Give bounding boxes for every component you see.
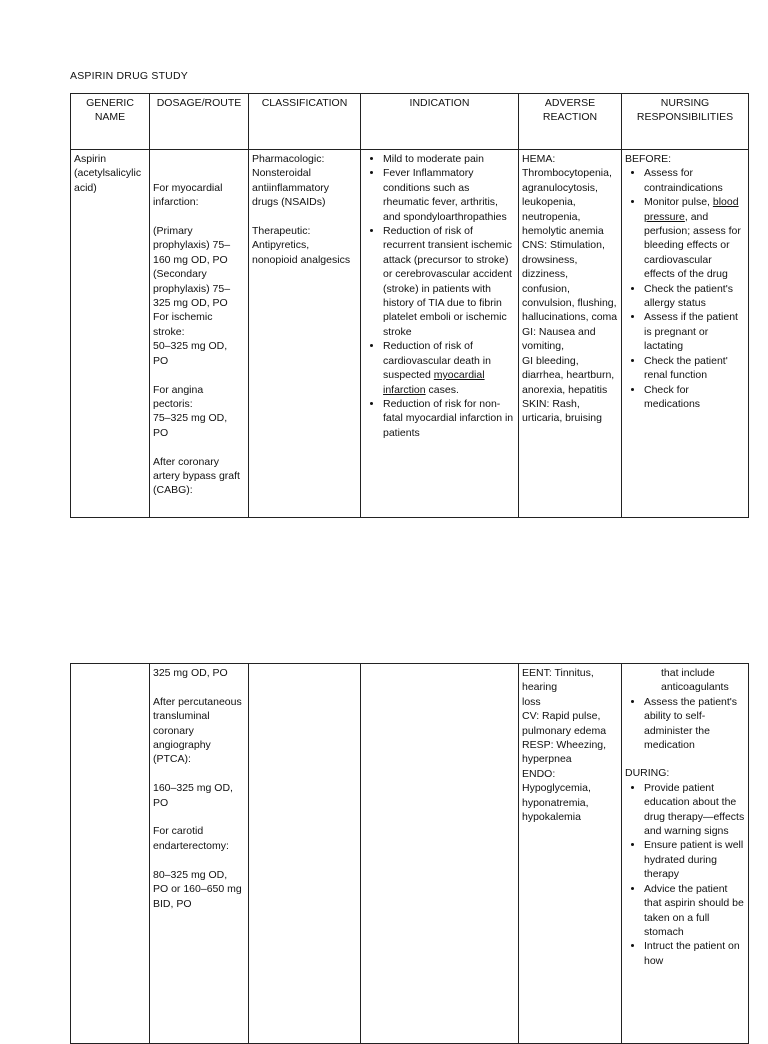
table-row bbox=[71, 664, 749, 1044]
list-item: • Provide patient education about the drug therapy—effects and warning signs bbox=[644, 781, 745, 839]
list-item: • Check the patient' renal function bbox=[644, 354, 745, 383]
indication-cell bbox=[361, 664, 519, 1044]
list-item-text: , and perfusion; assess for bleeding effects or cardiovascular effects of the drug bbox=[644, 210, 741, 281]
header-generic-name: GENERIC NAME bbox=[71, 94, 150, 150]
list-item: • Assess if the patient is pregnant or lactating bbox=[644, 310, 745, 353]
header-nursing-responsibilities: NURSING RESPONSIBILITIES bbox=[622, 94, 749, 150]
dosage-cell: For myocardial infarction: (Primary prophylaxis) 75–160 mg OD, PO (Secondary prophylaxis) 75–325 mg OD, PO For ischemic stroke: 50–325 mg OD, PO For angina pectoris: 75–325 mg OD, PO After coronary artery bypass graft (CABG): bbox=[150, 150, 249, 518]
header-adverse-reaction: ADVERSE REACTION bbox=[519, 94, 622, 150]
indication-cell bbox=[361, 150, 519, 518]
list-item bbox=[383, 339, 515, 397]
generic-name-cell: Aspirin (acetylsalicylic acid) bbox=[71, 150, 150, 518]
list-item: • Assess the patient's ability to self-administer the medication bbox=[644, 695, 745, 753]
classification-cell bbox=[249, 664, 361, 1044]
adverse-reaction-cell: EENT: Tinnitus, hearing loss CV: Rapid pulse, pulmonary edema RESP: Wheezing, hyperpnea ENDO: Hypoglycemia, hyponatremia, hypokalemia bbox=[519, 664, 622, 1044]
list-item: • Reduction of risk of recurrent transient ischemic attack (precursor to stroke) or cerebrovascular accident (stroke) in patients with history of TIA due to fibrin platelet emboli or ischemic stroke bbox=[383, 224, 515, 339]
underlined-term: blood pressure bbox=[644, 196, 739, 223]
drug-study-table-part-1 bbox=[70, 93, 749, 518]
list-item: • Ensure patient is well hydrated during therapy bbox=[644, 838, 745, 881]
list-item: • Intruct the patient on how bbox=[644, 939, 745, 968]
list-item: • Fever Inflammatory conditions such as rheumatic fever, arthritis, and spondyloarthropathies bbox=[383, 166, 515, 224]
before-heading: BEFORE: bbox=[625, 153, 672, 165]
classification-cell: Pharmacologic: Nonsteroidal antiinflammatory drugs (NSAIDs) Therapeutic: Antipyretics, nonopioid analgesics bbox=[249, 150, 361, 518]
header-classification: CLASSIFICATION bbox=[249, 94, 361, 150]
table-row bbox=[71, 150, 749, 518]
underlined-term: myocardial infarction bbox=[383, 369, 485, 396]
during-heading: DURING: bbox=[625, 767, 670, 780]
table-header-row bbox=[71, 94, 749, 150]
nursing-list bbox=[625, 781, 745, 968]
list-item: • Reduction of risk for non-fatal myocardial infarction in patients bbox=[383, 397, 515, 440]
indication-list bbox=[364, 152, 515, 440]
list-item: • Advice the patient that aspirin should be taken on a full stomach bbox=[644, 882, 745, 940]
list-item: • Check the patient's allergy status bbox=[644, 282, 745, 311]
nursing-cell bbox=[622, 150, 749, 518]
adverse-reaction-cell: HEMA: Thrombocytopenia, agranulocytosis, leukopenia, neutropenia, hemolytic anemia CNS: Stimulation, drowsiness, dizziness, confusion, convulsion, flushing, hallucinations, coma GI: Nausea and vomiting, GI bleeding, diarrhea, heartburn, anorexia, hepatitis SKIN: Rash, urticaria, bruising bbox=[519, 150, 622, 518]
dosage-cell: 325 mg OD, PO After percutaneous transluminal coronary angiography (PTCA): 160–325 mg OD, PO For carotid endarterectomy: 80–325 mg OD, PO or 160–650 mg BID, PO bbox=[150, 664, 249, 1044]
drug-study-table-part-2 bbox=[70, 663, 749, 1044]
list-item: • Check for medications bbox=[644, 383, 745, 412]
list-item bbox=[644, 195, 745, 281]
nursing-cell bbox=[622, 664, 749, 1044]
continued-text: that include anticoagulants bbox=[661, 667, 729, 694]
list-item-text: Reduction of risk of cardiovascular death in suspected bbox=[383, 340, 491, 382]
list-item-text: Monitor pulse, bbox=[644, 196, 713, 209]
list-item: • Mild to moderate pain bbox=[383, 152, 515, 166]
header-dosage-route: DOSAGE/ROUTE bbox=[150, 94, 249, 150]
list-item: • Assess for contraindications bbox=[644, 166, 745, 195]
nursing-list bbox=[625, 695, 745, 753]
header-indication: INDICATION bbox=[361, 94, 519, 150]
document-title: ASPIRIN DRUG STUDY bbox=[70, 70, 188, 82]
generic-name-cell bbox=[71, 664, 150, 1044]
nursing-list bbox=[625, 166, 745, 411]
list-item-text: cases. bbox=[425, 383, 459, 396]
